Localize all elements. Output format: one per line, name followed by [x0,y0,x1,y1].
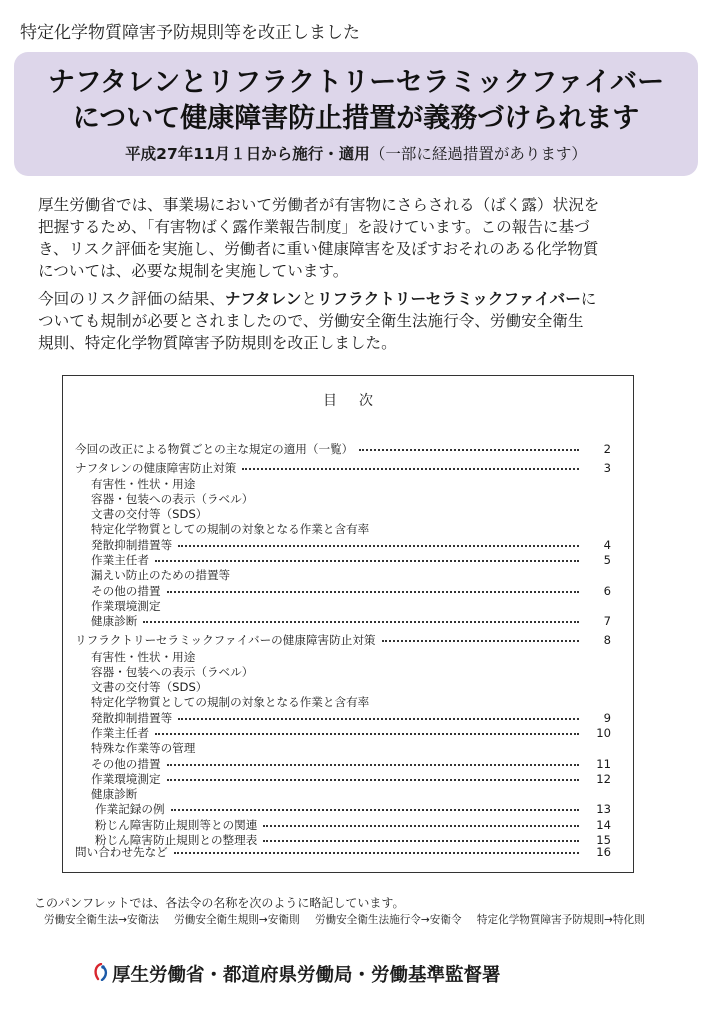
toc-item [91,599,611,614]
toc-item [75,442,611,457]
toc-leader-dots [167,779,579,781]
toc-item-page: 15 [596,833,611,847]
page-title-line2: について健康障害防止措置が義務づけられます [72,103,640,134]
substance-naphthalene: ナフタレン [224,290,302,308]
intro-paragraph-1 [38,194,599,282]
intro-line: き、リスク評価を実施し、労働者に重い健康障害を及ぼすおそれのある化学物質 [38,240,599,258]
toc-item-page: 14 [596,818,611,832]
toc-item-page: 11 [596,757,611,771]
toc-leader-dots [174,852,579,854]
toc-item-page: 7 [603,614,611,628]
toc-item [91,477,611,492]
toc-item-page: 16 [596,845,611,859]
toc-item-label: 粉じん障害防止規則との整理表 [95,833,258,847]
toc-item-label: 文書の交付等（SDS） [91,507,208,521]
page-title-line1: ナフタレンとリフラクトリーセラミックファイバー [47,67,665,98]
toc-item [91,787,611,802]
toc-item [91,665,611,680]
effective-date-note: （一部に経過措置があります） [369,145,587,163]
toc-leader-dots [167,591,579,593]
toc-leader-dots [155,560,579,562]
toc-leader-dots [155,733,579,735]
toc-leader-dots [382,640,579,642]
toc-item-page: 13 [596,802,611,816]
intro-text: 今回のリスク評価の結果、 [38,290,225,308]
toc-item-label: ナフタレンの健康障害防止対策 [75,461,237,475]
toc-item-page: 9 [603,711,611,725]
toc-item-label: 作業主任者 [91,553,149,567]
intro-line: 把握するため、「有害物ばく露作業報告制度」を設けています。この報告に基づ [38,218,590,236]
toc-item-page: 4 [603,538,611,552]
toc-leader-dots [178,718,579,720]
toc-item-page: 12 [596,772,611,786]
toc-item [75,845,611,860]
toc-item-page: 3 [603,461,611,475]
toc-item-label: 有害性・性状・用途 [91,650,196,664]
toc-item-label: 特定化学物質としての規制の対象となる作業と含有率 [91,522,370,536]
toc-item-label: 発散抑制措置等 [91,711,173,725]
toc-item [91,726,611,741]
toc-item-label: 健康診断 [91,614,138,628]
toc-leader-dots [263,825,579,827]
toc-item [91,614,611,629]
toc-item [91,757,611,772]
toc-leader-dots [143,621,579,623]
toc-item-label: その他の措置 [91,757,161,771]
toc-item-label: 粉じん障害防止規則等との関連 [95,818,258,832]
toc-item [91,741,611,756]
abbreviation-list: 労働安全衛生法→安衛法 労働安全衛生規則→安衛則 労働安全衛生法施行令→安衛令 特定化学物質障害予防規則→特化則 [44,914,645,926]
toc-item [91,507,611,522]
substance-rcf: リフラクトリーセラミックファイバー [316,290,581,308]
toc-item-label: 容器・包装への表示（ラベル） [91,492,254,506]
toc-item-page: 10 [596,726,611,740]
toc-item-label: 特殊な作業等の管理 [91,741,196,755]
toc-item [91,568,611,583]
toc-item [91,650,611,665]
toc-item-label: 有害性・性状・用途 [91,477,196,491]
intro-line [38,288,596,310]
toc-leader-dots [178,545,579,547]
toc-item-label: 作業記録の例 [95,802,165,816]
toc-item-label: 作業環境測定 [91,599,161,613]
ministry-logo-icon [92,963,110,981]
intro-paragraph-2 [38,288,596,354]
intro-line: 厚生労働省では、事業場において労働者が有害物にさらされる（ばく露）状況を [38,196,600,214]
toc-item-label: 特定化学物質としての規制の対象となる作業と含有率 [91,695,370,709]
toc-leader-dots [359,449,579,451]
toc-leader-dots [167,764,579,766]
toc-item [91,522,611,537]
toc-item-page: 8 [603,633,611,647]
title-banner [14,52,698,176]
footnote: このパンフレットでは、各法令の名称を次のように略記しています。 [34,896,405,910]
intro-line: ついても規制が必要とされましたので、労働安全衛生法施行令、労働安全衛生 [38,312,584,330]
toc-title: 目次 [323,393,395,409]
intro-line: 規則、特定化学物質障害予防規則を改正しました。 [38,334,397,352]
toc-item-label: 作業主任者 [91,726,149,740]
top-caption: 特定化学物質障害予防規則等を改正しました [20,23,360,43]
toc-item-label: その他の措置 [91,584,161,598]
toc-item-label: 文書の交付等（SDS） [91,680,208,694]
effective-date [14,142,698,164]
toc-item-label: リフラクトリーセラミックファイバーの健康障害防止対策 [75,633,376,647]
table-of-contents [62,375,634,873]
toc-item [91,492,611,507]
intro-line: については、必要な規制を実施しています。 [38,262,349,280]
toc-item-label: 健康診断 [91,787,138,801]
toc-item [91,695,611,710]
toc-item [75,461,611,476]
toc-item-page: 5 [603,553,611,567]
toc-item-label: 問い合わせ先など [75,845,168,859]
toc-leader-dots [171,809,579,811]
toc-item [91,711,611,726]
toc-item [95,818,611,833]
toc-item-label: 発散抑制措置等 [91,538,173,552]
toc-leader-dots [263,840,579,842]
intro-text: に [580,290,597,308]
toc-item-label: 作業環境測定 [91,772,161,786]
toc-leader-dots [242,468,579,470]
toc-item [95,802,611,817]
toc-item-label: 今回の改正による物質ごとの主な規定の適用（一覧） [75,442,354,456]
toc-item [91,680,611,695]
intro-text: と [301,290,317,308]
toc-item-label: 容器・包装への表示（ラベル） [91,665,254,679]
toc-item-page: 6 [603,584,611,598]
toc-item [91,772,611,787]
toc-item [75,633,611,648]
toc-item-label: 漏えい防止のための措置等 [91,568,231,582]
toc-item [91,584,611,599]
toc-item [91,553,611,568]
ministry-name: 厚生労働省・都道府県労働局・労働基準監督署 [112,965,501,986]
toc-item-page: 2 [603,442,611,456]
toc-item [91,538,611,553]
effective-date-main: 平成27年11月１日から施行・適用 [125,145,370,163]
